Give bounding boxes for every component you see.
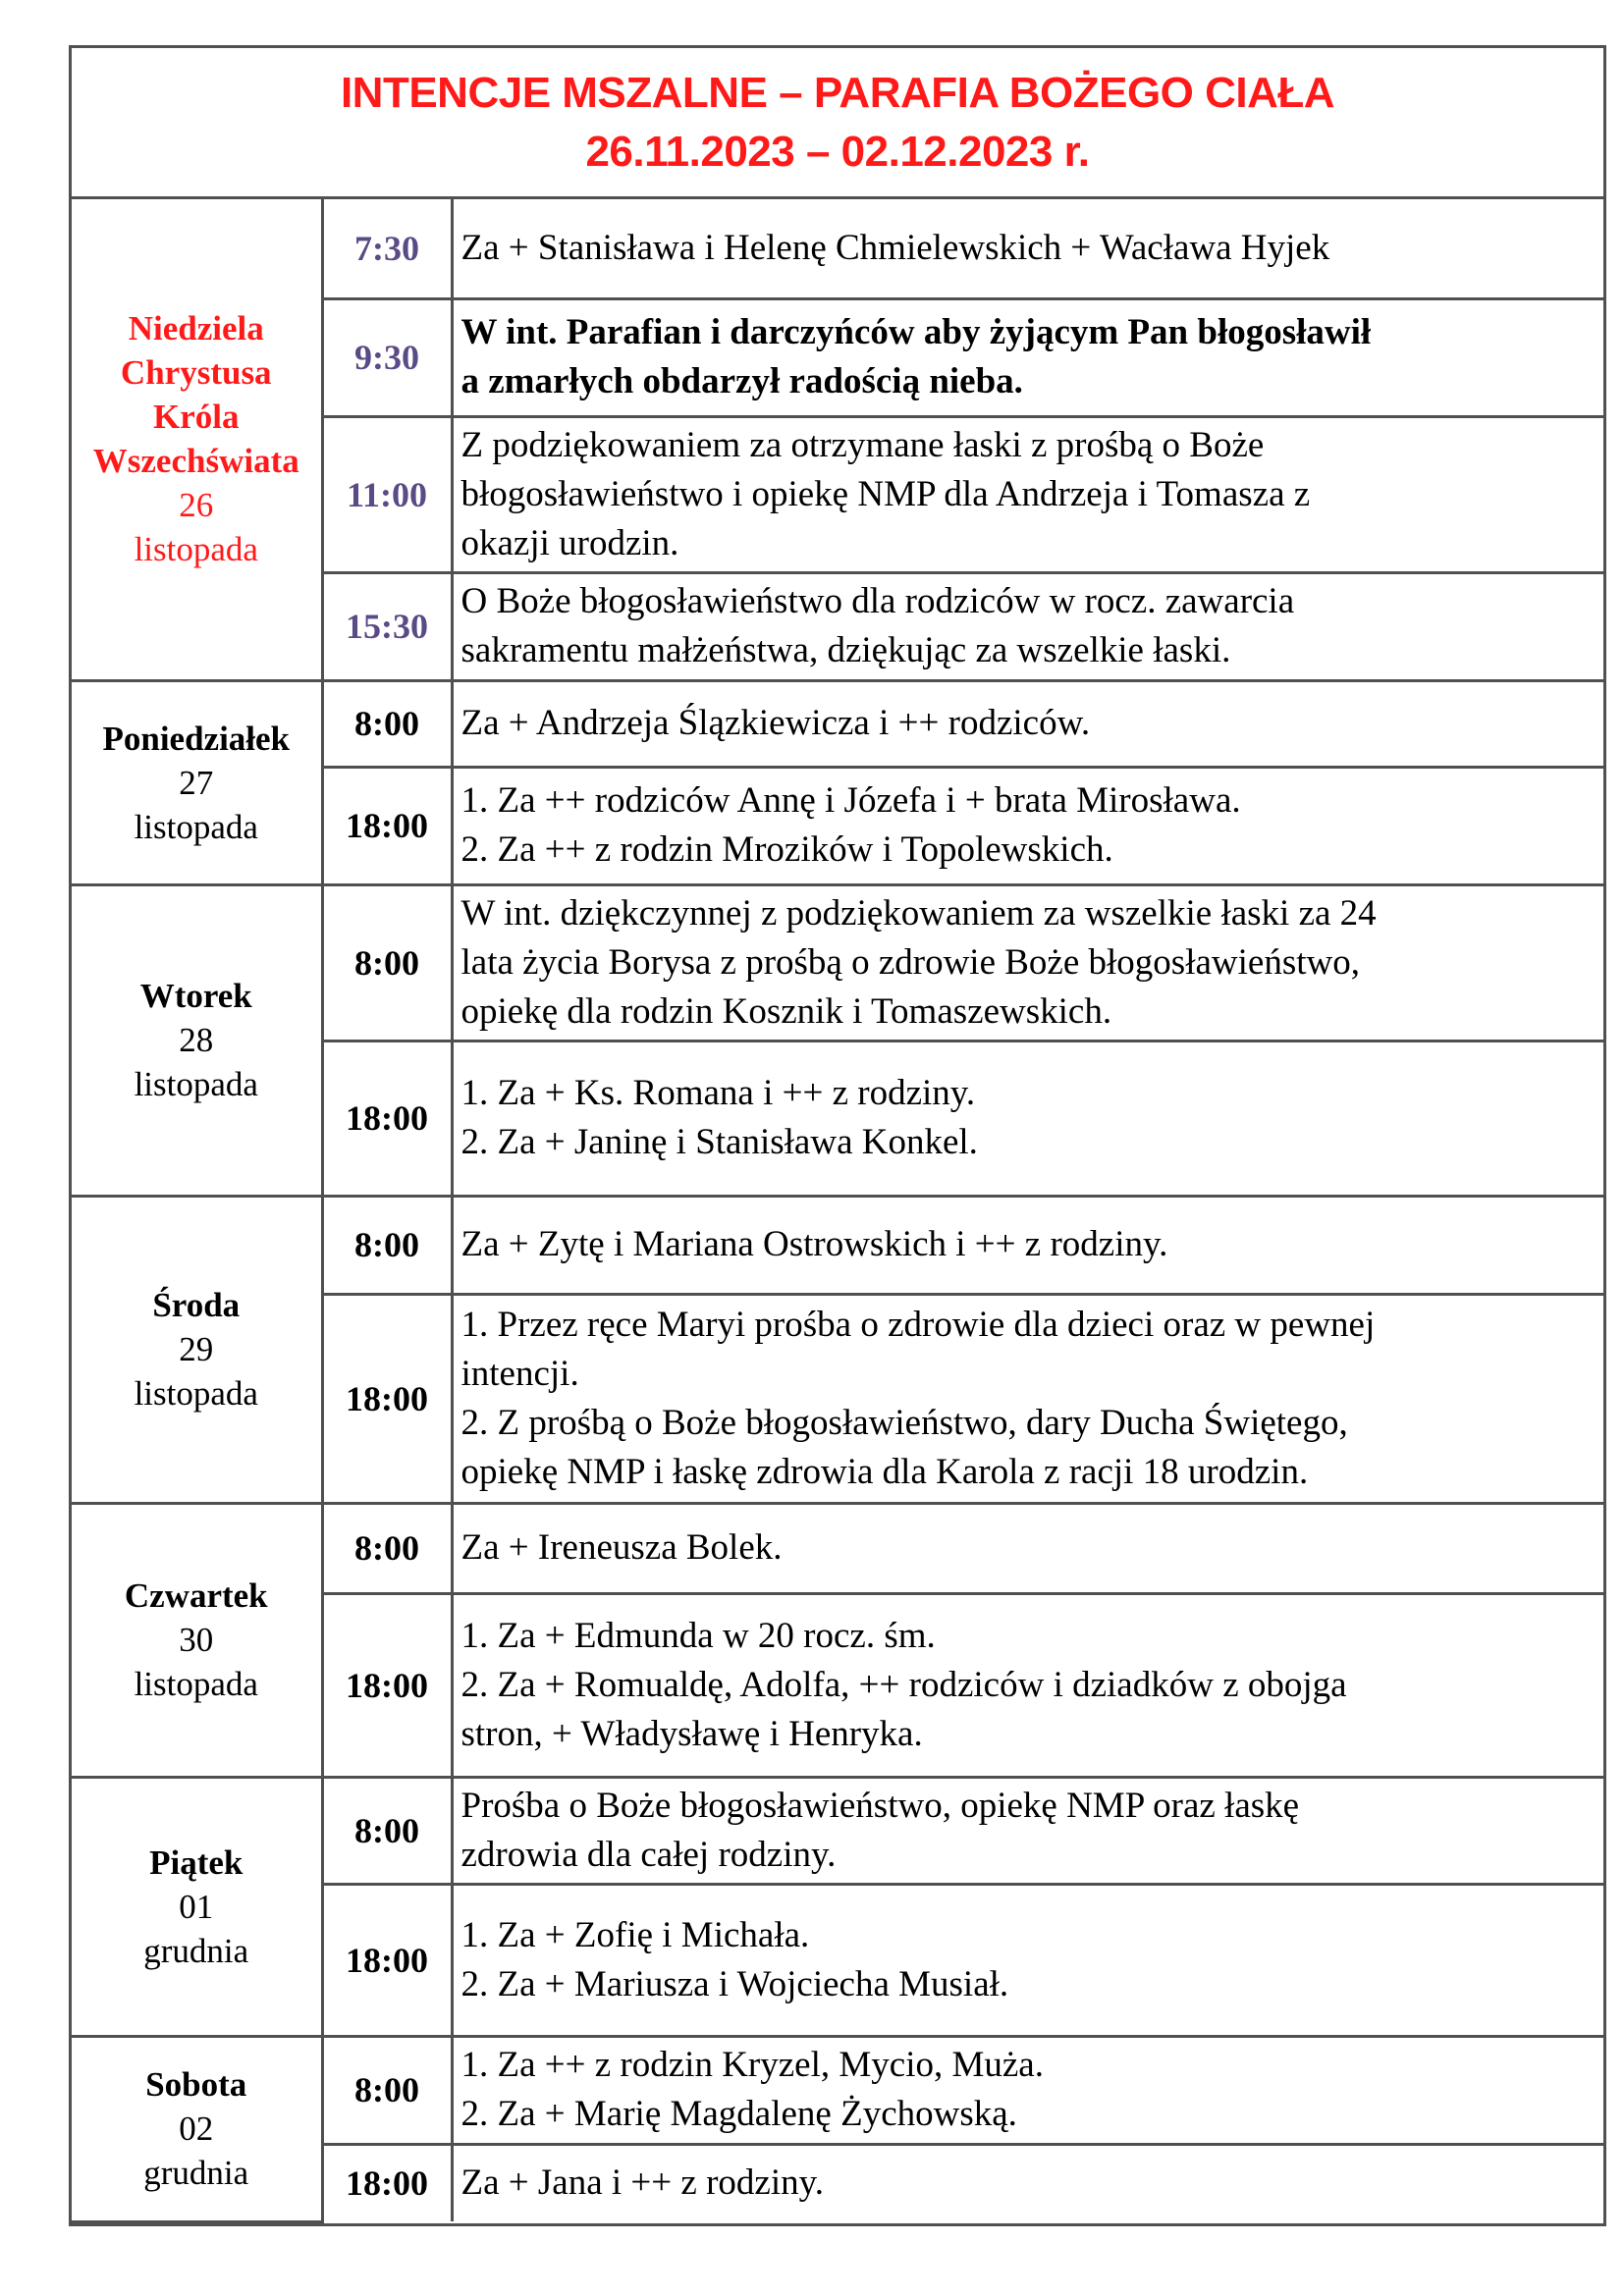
day-name: Środa [152,1286,241,1324]
day-name: Piątek [149,1842,244,1882]
day-name: Wszechświata [92,442,299,481]
mass-time: 18:00 [322,1294,452,1503]
day-cell [72,884,322,1196]
day-name: Niedziela [128,309,264,348]
mass-intention [452,1294,1603,1503]
intention-line: intencji. [460,1353,579,1394]
title-line-1: INTENCJE MSZALNE – PARAFIA BOŻEGO CIAŁA [340,68,1335,117]
title-line-2: 26.11.2023 – 02.12.2023 r. [585,127,1090,176]
day-cell [72,2036,322,2221]
intention-line: 1. Za + Zofię i Michała. [460,1914,810,1955]
day-month: listopada [134,1665,258,1703]
intention-line: lata życia Borysa z prośbą o zdrowie Boże błogosławieństwo, [460,941,1360,983]
mass-row [72,680,1603,767]
intention-line: zdrowia dla całej rodziny. [460,1834,837,1875]
day-month: grudnia [143,1931,249,1970]
intention-line: W int. Parafian i darczyńców aby żyjącym Pan błogosławił [460,312,1372,352]
mass-intention [452,1593,1603,1777]
mass-intention [452,884,1603,1041]
intention-line: 1. Za ++ rodziców Annę i Józefa i + brata Mirosława. [460,780,1241,821]
day-name: Poniedziałek [102,719,291,758]
mass-intention [452,2144,1603,2221]
intention-line: 1. Za + Edmunda w 20 rocz. śm. [460,1615,936,1656]
intention-line: 2. Za + Janinę i Stanisława Konkel. [460,1122,978,1162]
day-number: 29 [179,1330,214,1368]
mass-intention [452,680,1603,767]
mass-time: 18:00 [322,1593,452,1777]
mass-time: 8:00 [322,2036,452,2144]
intention-line: 2. Za + Romualdę, Adolfa, ++ rodziców i dziadków z obojga [460,1664,1347,1705]
day-cell [72,1196,322,1503]
mass-intention [452,572,1603,680]
intention-line: Z podziękowaniem za otrzymane łaski z prośbą o Boże [460,424,1265,465]
day-month: listopada [134,1374,258,1413]
intention-line: O Boże błogosławieństwo dla rodziców w rocz. zawarcia [460,581,1295,621]
title-block [72,48,1603,199]
intention-line: 2. Z prośbą o Boże błogosławieństwo, dary Ducha Świętego, [460,1402,1348,1443]
intention-line: Za + Ireneusza Bolek. [460,1527,783,1568]
mass-time: 8:00 [322,680,452,767]
mass-row [72,884,1603,1041]
mass-row [72,1777,1603,1884]
mass-row [72,1503,1603,1593]
day-number: 28 [179,1021,214,1059]
mass-intention [452,199,1603,298]
mass-intention [452,1041,1603,1196]
day-number: 27 [179,763,214,802]
mass-intention [452,298,1603,416]
schedule-table [72,199,1603,2223]
intention-line: a zmarłych obdarzył radością nieba. [460,361,1023,401]
mass-time: 15:30 [322,572,452,680]
mass-row [72,199,1603,298]
mass-row [72,2036,1603,2144]
day-cell [72,199,322,680]
mass-intention [452,2036,1603,2144]
intentions-sheet [69,45,1606,2226]
mass-intention [452,767,1603,884]
mass-time: 8:00 [322,884,452,1041]
mass-time: 7:30 [322,199,452,298]
intention-line: Za + Jana i ++ z rodziny. [460,2163,824,2204]
day-number: 30 [179,1621,214,1659]
intention-line: sakramentu małżeństwa, dziękując za wszelkie łaski. [460,630,1231,670]
day-cell [72,1777,322,2036]
mass-intention [452,1503,1603,1593]
mass-time: 8:00 [322,1503,452,1593]
intention-line: 1. Przez ręce Maryi prośba o zdrowie dla dzieci oraz w pewnej [460,1304,1376,1345]
day-number: 01 [179,1887,214,1926]
intention-line: opiekę dla rodzin Kosznik i Tomaszewskich. [460,990,1112,1032]
intention-line: 1. Za ++ z rodzin Kryzel, Mycio, Muża. [460,2045,1044,2085]
intention-line: stron, + Władysławę i Henryka. [460,1713,923,1754]
mass-row [72,1196,1603,1294]
day-month: listopada [134,807,258,846]
day-cell [72,680,322,884]
intention-line: 2. Za + Mariusza i Wojciecha Musiał. [460,1963,1009,2004]
mass-time: 11:00 [322,416,452,572]
day-month: grudnia [143,2154,249,2192]
mass-intention [452,416,1603,572]
day-name: Sobota [145,2065,247,2104]
mass-time: 8:00 [322,1196,452,1294]
intention-line: W int. dziękczynnej z podziękowaniem za wszelkie łaski za 24 [460,892,1377,934]
intention-line: opiekę NMP i łaskę zdrowia dla Karola z racji 18 urodzin. [460,1451,1309,1492]
day-month: listopada [134,1065,258,1103]
mass-time: 18:00 [322,2144,452,2221]
intention-line: Za + Stanisława i Helenę Chmielewskich + Wacława Hyjek [460,227,1330,268]
mass-intention [452,1777,1603,1884]
mass-time: 18:00 [322,1041,452,1196]
mass-time: 18:00 [322,1884,452,2036]
day-name: Króla [153,398,240,437]
day-number: 02 [179,2109,214,2148]
mass-time: 9:30 [322,298,452,416]
intention-line: 1. Za + Ks. Romana i ++ z rodziny. [460,1073,976,1113]
day-name: Chrystusa [120,353,272,393]
day-number: 26 [179,486,214,525]
mass-time: 8:00 [322,1777,452,1884]
mass-intention [452,1884,1603,2036]
intention-line: błogosławieństwo i opiekę NMP dla Andrzeja i Tomasza z [460,473,1311,514]
intention-line: Za + Andrzeja Ślązkiewicza i ++ rodziców. [460,703,1091,743]
intention-line: okazji urodzin. [460,522,679,563]
day-name: Czwartek [124,1576,268,1615]
intention-line: 2. Za + Marię Magdalenę Żychowską. [460,2094,1017,2134]
intention-line: Prośba o Boże błogosławieństwo, opiekę NMP oraz łaskę [460,1785,1300,1826]
intention-line: 2. Za ++ z rodzin Mrozików i Topolewskich. [460,829,1113,870]
mass-time: 18:00 [322,767,452,884]
day-name: Wtorek [139,977,252,1015]
day-cell [72,1503,322,1777]
mass-intention [452,1196,1603,1294]
intention-line: Za + Zytę i Mariana Ostrowskich i ++ z rodziny. [460,1224,1168,1264]
day-month: listopada [134,530,258,569]
